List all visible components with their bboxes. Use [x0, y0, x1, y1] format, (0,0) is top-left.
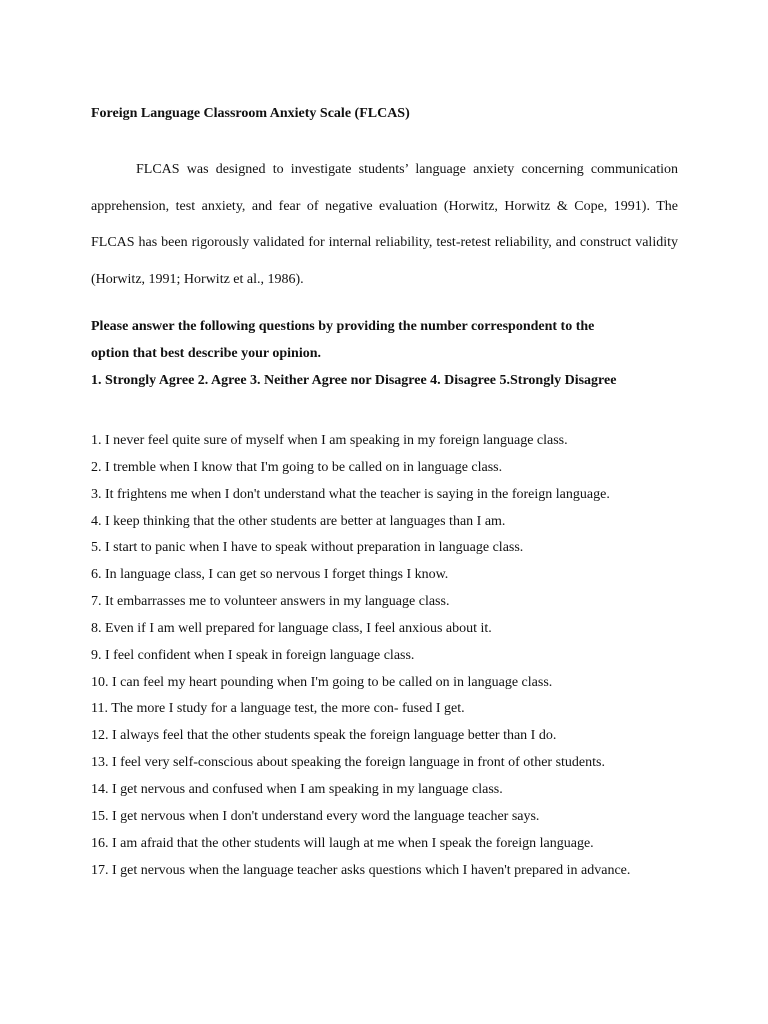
question-item: 2. I tremble when I know that I'm going to be called on in language class. [91, 459, 503, 475]
question-list [91, 428, 691, 884]
instruction-line-2: option that best describe your opinion. [91, 346, 321, 361]
question-item: 1. I never feel quite sure of myself when I am speaking in my foreign language class. [91, 433, 568, 448]
question-item: 7. It embarrasses me to volunteer answers in my language class. [91, 594, 450, 610]
question-item: 10. I can feel my heart pounding when I'm going to be called on in language class. [91, 674, 553, 690]
question-item: 14. I get nervous and confused when I am speaking in my language class. [91, 781, 503, 797]
instructions-block [91, 313, 691, 394]
question-item: 3. It frightens me when I don't understand what the teacher is saying in the foreign language. [91, 486, 610, 502]
question-item: 4. I keep thinking that the other students are better at languages than I am. [91, 513, 506, 529]
scale-legend: 1. Strongly Agree 2. Agree 3. Neither Agree nor Disagree 4. Disagree 5.Strongly Disagree [91, 373, 617, 388]
document-title: Foreign Language Classroom Anxiety Scale (FLCAS) [91, 106, 410, 121]
question-item: 8. Even if I am well prepared for language class, I feel anxious about it. [91, 620, 492, 636]
question-item: 11. The more I study for a language test, the more con- fused I get. [91, 701, 465, 717]
question-item: 15. I get nervous when I don't understand every word the language teacher says. [91, 808, 540, 824]
question-item: 12. I always feel that the other students speak the foreign language better than I do. [91, 728, 557, 744]
question-item: 6. In language class, I can get so nervous I forget things I know. [91, 567, 449, 583]
question-item: 9. I feel confident when I speak in foreign language class. [91, 647, 415, 663]
intro-text: FLCAS was designed to investigate students’ language anxiety concerning communication apprehension, test anxiety, and fear of negative evaluation (Horwitz, Horwitz & Cope, 1991). The FLCAS has been rigorously validated for internal reliability, test-retest reliability, and construct validity (Horwitz, 1991; Horwitz et al., 1986). [91, 162, 678, 287]
instruction-line-1: Please answer the following questions by providing the number correspondent to the [91, 319, 595, 334]
question-item: 5. I start to panic when I have to speak without preparation in language class. [91, 540, 524, 556]
question-item: 13. I feel very self-conscious about speaking the foreign language in front of other students. [91, 755, 605, 771]
question-item: 17. I get nervous when the language teacher asks questions which I haven't prepared in advance. [91, 862, 631, 878]
question-item: 16. I am afraid that the other students will laugh at me when I speak the foreign language. [91, 835, 594, 851]
intro-paragraph [91, 152, 678, 298]
